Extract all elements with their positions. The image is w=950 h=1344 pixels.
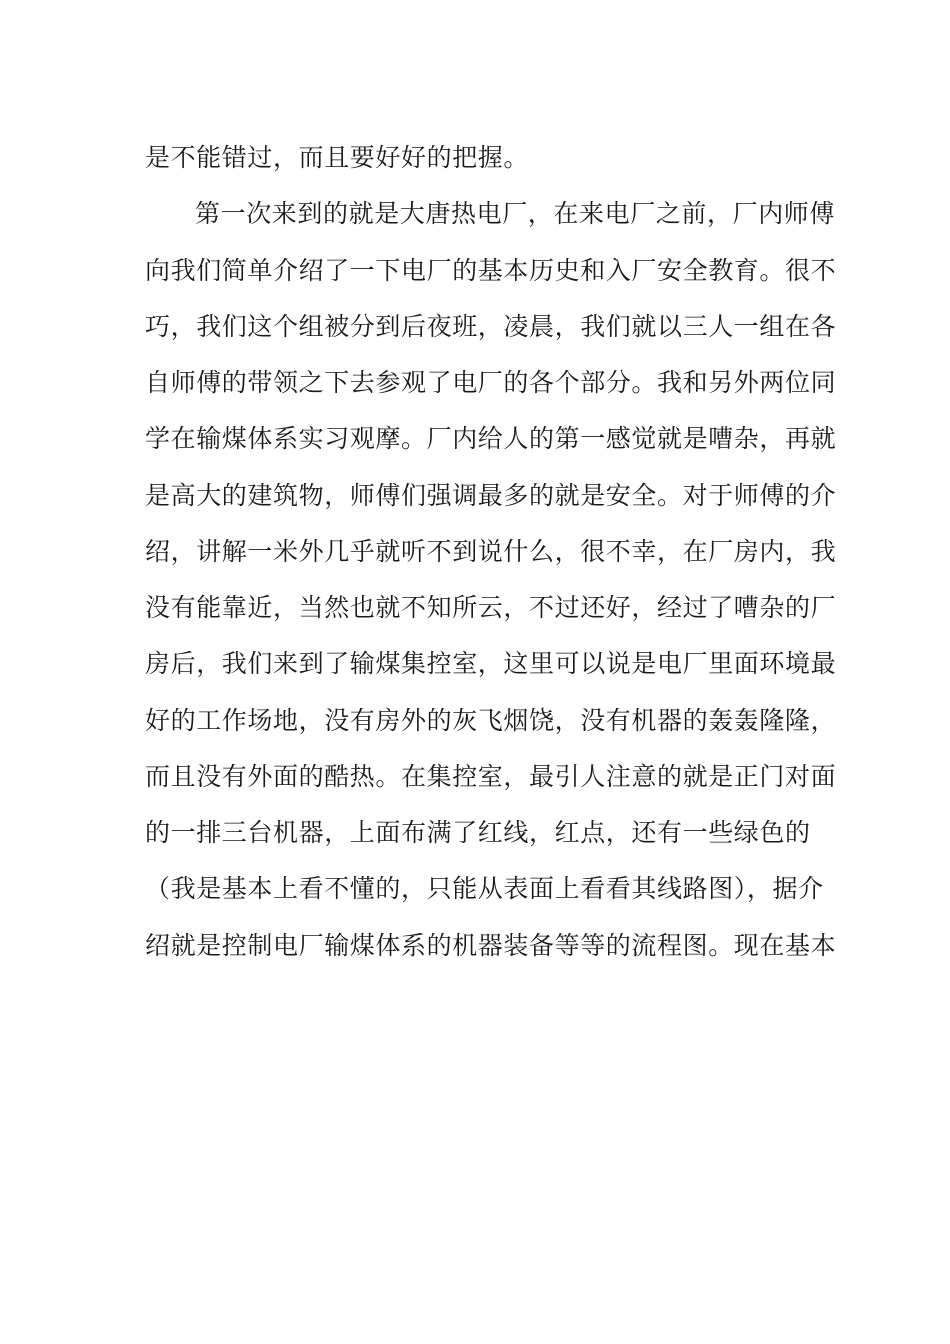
text-line: 绍就是控制电厂输煤体系的机器装备等等的流程图。现在基本 [145, 930, 837, 960]
text-line: 的一排三台机器，上面布满了红线，红点，还有一些绿色的 [145, 818, 811, 847]
text-line: 绍，讲解一米外几乎就听不到说什么，很不幸，在厂房内，我 [145, 536, 837, 566]
text-line: （我是基本上看不懂的，只能从表面上看看其线路图），据介 [145, 874, 824, 904]
text-line: 向我们简单介绍了一下电厂的基本历史和入厂安全教育。很不 [145, 255, 837, 285]
text-line: 而且没有外面的酷热。在集控室，最引人注意的就是正门对面 [145, 761, 837, 791]
text-line: 是高大的建筑物，师傅们强调最多的就是安全。对于师傅的介 [145, 480, 837, 510]
text-line: 自师傅的带领之下去参观了电厂的各个部分。我和另外两位同 [145, 368, 837, 397]
text-line: 没有能靠近，当然也就不知所云，不过还好，经过了嘈杂的厂 [145, 593, 837, 622]
text-line: 是不能错过，而且要好好的把握。 [145, 143, 530, 172]
text-line: 第一次来到的就是大唐热电厂，在来电厂之前，厂内师傅 [195, 199, 836, 229]
body-text [145, 130, 837, 974]
text-line: 巧，我们这个组被分到后夜班，凌晨，我们就以三人一组在各 [145, 311, 837, 341]
text-line: 学在输煤体系实习观摩。厂内给人的第一感觉就是嘈杂，再就 [145, 424, 837, 454]
text-line: 房后，我们来到了输煤集控室，这里可以说是电厂里面环境最 [145, 649, 837, 679]
text-line: 好的工作场地，没有房外的灰飞烟饶，没有机器的轰轰隆隆， [145, 705, 837, 735]
